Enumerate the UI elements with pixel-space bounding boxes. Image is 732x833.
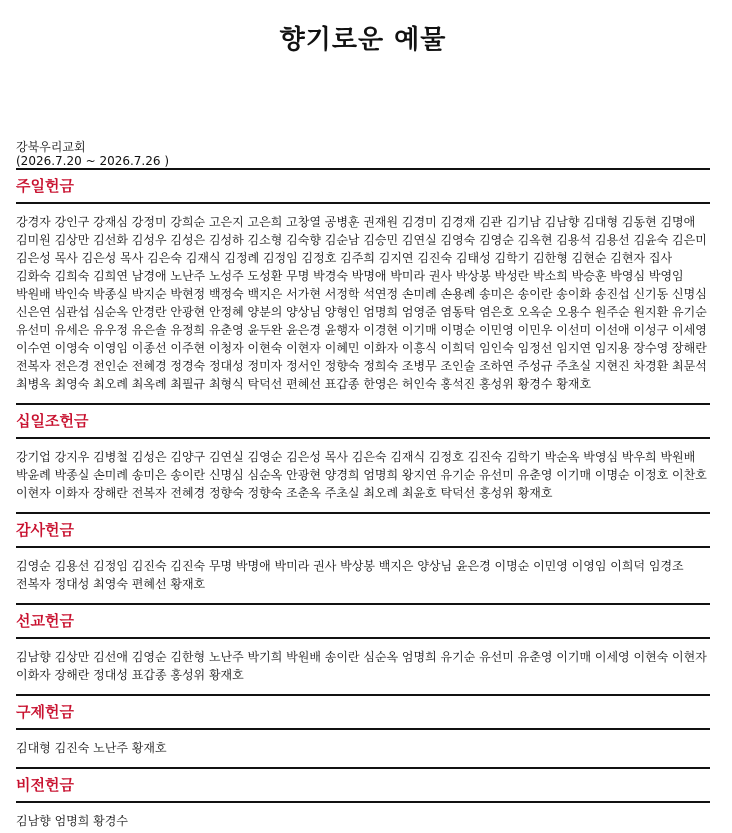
donor-names: 강경자 강인구 강재심 강정미 강희순 고은지 고은희 고창열 공병훈 권재원 김경미 김경재 김관 김기남 김남향 김대형 김동현 김명애 김미원 김상만 김선화 김성우 김성은 김성하 김소형 김숙향 김순남 김승민 김연실 김영숙 김영순 김옥현 김용석 김용선 김윤숙 김은미 김은성 목사 김은성 목사 김은숙 김재식 김정례 김정임 김정호 김주희 김지연 김진숙 김태성 김학기 김한형 김현순 김현자 집사 김화숙 김희숙 김희연 남경애 노난주 노성주 도성환 무명 박경숙 박명애 박미라 권사 박상봉 박성란 박소희 박승훈 박영심 박영임 박원배 박인숙 박종실 박지순 박현정 백정숙 백지은 서가현 서정학 석연정 손미례 손용례 송미은 송이란 송이화 송진섭 신기동 신명심 신은연 심관섭 심순옥 안경란 안광현 안정혜 양분의 양상님 양형인 엄명희 엄영준 염동탁 염은호 오옥순 오용수 원주순 원지환 유기순 유선미 유세은 유우정 유은솔 유정희 유춘영 윤두완 윤은경 윤행자 이경현 이기매 이명순 이민영 이민우 이선미 이선애 이성구 이세영 이수연 이영숙 이영임 이종선 이주현 이청자 이현숙 이현자 이혜민 이화자 이흥식 이희덕 임인숙 임정선 임지연 임지용 장수영 장해란 전복자 전은경 전인순 전혜경 정경숙 정대성 정미자 정서인 정향숙 정희숙 조병무 조인술 조하연 주성규 주초실 지현진 차경환 최문석 최병옥 최영숙 최오례 최옥례 최필규 최형식 탁덕선 편혜선 표갑종 한영은 허인숙 홍석진 홍성위 황경수 황재호 <box>16 215 707 391</box>
section-title: 선교헌금 <box>16 605 710 639</box>
donor-names: 김대형 김진숙 노난주 황재호 <box>16 741 167 755</box>
section-mission-offering <box>16 603 710 694</box>
section-sunday-offering <box>16 168 710 403</box>
section-relief-offering <box>16 694 710 767</box>
section-tithe-offering <box>16 403 710 512</box>
section-title: 주일헌금 <box>16 170 710 204</box>
section-vision-offering <box>16 767 710 833</box>
donor-names: 김남향 엄명희 황경수 <box>16 814 128 828</box>
bulletin-meta <box>16 140 710 168</box>
donor-names: 강기업 강지우 김병철 김성은 김양구 김연실 김영순 김은성 목사 김은숙 김재식 김정호 김진숙 김학기 박순옥 박영심 박우희 박원배 박윤례 박종실 손미례 송미은 송이란 신명심 심순옥 안광현 양경희 엄명희 왕지연 유기순 유선미 유춘영 이기매 이명순 이정호 이찬호 이현자 이화자 장해란 전복자 전혜경 정향숙 정향숙 조춘옥 주초실 최오례 최윤호 탁덕선 홍성위 황재호 <box>16 450 707 500</box>
donor-names: 김영순 김용선 김정임 김진숙 김진숙 무명 박명애 박미라 권사 박상봉 백지은 양상님 윤은경 이명순 이민영 이영임 이희덕 임경조 전복자 정대성 최영숙 편혜선 황재호 <box>16 559 684 591</box>
section-title: 구제헌금 <box>16 696 710 730</box>
section-thanks-offering <box>16 512 710 603</box>
church-name: 강북우리교회 <box>16 140 86 154</box>
section-title: 감사헌금 <box>16 514 710 548</box>
page-title: 향기로운 예물 <box>279 25 447 55</box>
section-title: 비전헌금 <box>16 769 710 803</box>
date-range: (2026.7.20 ~ 2026.7.26 ) <box>16 154 170 168</box>
donor-names: 김남향 김상만 김선애 김영순 김한형 노난주 박기희 박원배 송이란 심순옥 엄명희 유기순 유선미 유춘영 이기매 이세영 이현숙 이현자 이화자 장해란 정대성 표갑종 홍성위 황재호 <box>16 650 707 682</box>
section-title: 십일조헌금 <box>16 405 710 439</box>
